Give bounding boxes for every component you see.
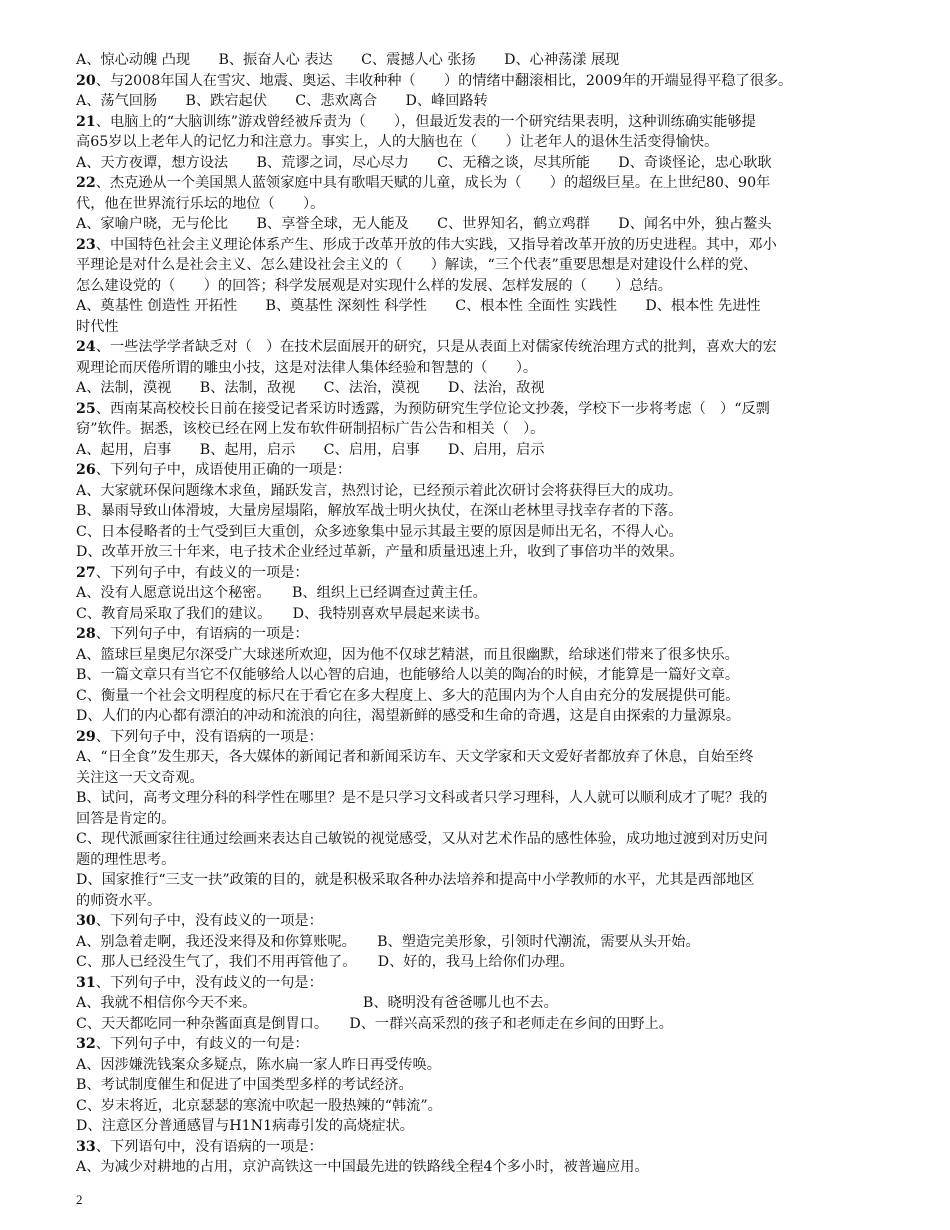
- text-line: [76, 153, 876, 174]
- text-line: [76, 481, 876, 502]
- line-text: 、下列句子中，有歧义的一项是：: [95, 564, 309, 581]
- line-text: 代，他在世界流行乐坛的地位（ ）。: [76, 195, 325, 212]
- question-number: 22: [76, 175, 96, 191]
- line-text: A、法制，漠视 B、法制，敌视 C、法治，漠视 D、法治，敌视: [76, 380, 545, 396]
- question-line: [76, 71, 876, 92]
- question-line: [76, 911, 876, 932]
- question-number: 27: [76, 564, 96, 581]
- question-line: [76, 112, 876, 133]
- page-number: 2: [76, 1192, 83, 1207]
- question-number: 29: [76, 728, 96, 745]
- question-number: 30: [76, 913, 96, 929]
- text-line: [76, 91, 876, 112]
- text-line: [76, 1157, 876, 1178]
- question-number: 33: [76, 1138, 96, 1155]
- line-text: D、改革开放三十年来，电子技术企业经过革新，产量和质量迅速上升，收到了事倍功半的效果。: [76, 544, 684, 560]
- line-text: 关注这一天文奇观。: [76, 769, 204, 786]
- text-line: [76, 829, 876, 850]
- line-text: A、荡气回肠 B、跌宕起伏 C、悲欢离合 D、峰回路转: [76, 93, 488, 109]
- text-line: [76, 1075, 876, 1096]
- line-text: A、“日全食”发生那天，各大媒体的新闻记者和新闻采访车、天文学家和天文爱好者都放弃了休息，自始至终: [76, 749, 754, 765]
- line-text: 怎么建设党的（ ）的回答；科学发展观是对实现什么样的发展、怎样发展的（ ）总结。: [76, 277, 672, 294]
- text-line: [76, 542, 876, 563]
- text-line: [76, 788, 876, 809]
- text-line: [76, 440, 876, 461]
- line-text: 的师资水平。: [76, 892, 162, 909]
- line-text: 、一些法学学者缺乏对（ ）在技术层面展开的研究，只是从表面上对儒家传统治理方式的批判，喜欢大的宏: [95, 339, 777, 355]
- text-line: [76, 1014, 876, 1035]
- question-number: 24: [76, 339, 96, 355]
- line-text: 平理论是对什么是社会主义、怎么建设社会主义的（ ）解读，“三个代表”重要思想是对建设什么样的党、: [76, 257, 758, 273]
- line-text: 高65岁以上老年人的记忆力和注意力。事实上，人的大脑也在（ ）让老年人的退休生活变得愉快。: [76, 134, 719, 150]
- line-text: 、下列句子中，成语使用正确的一项是：: [95, 462, 352, 478]
- text-line: [76, 255, 876, 276]
- line-text: 回答是肯定的。: [76, 810, 176, 827]
- text-line: [76, 645, 876, 666]
- text-line: [76, 419, 876, 440]
- line-text: A、因涉嫌洗钱案众多疑点，陈水扁一家人昨日再受传唤。: [76, 1056, 441, 1073]
- line-text: 、中国特色社会主义理论体系产生、形成于改革开放的伟大实践，又指导着改革开放的历史进程。其中，邓小: [95, 236, 777, 253]
- line-text: 、下列句子中，有语病的一项是：: [95, 626, 309, 642]
- text-line: [76, 1055, 876, 1076]
- text-line: [76, 583, 876, 604]
- question-line: [76, 173, 876, 194]
- text-line: [76, 993, 876, 1014]
- text-line: [76, 850, 876, 871]
- line-text: D、注意区分普通感冒与H1N1病毒引发的高烧症状。: [76, 1118, 414, 1134]
- question-number: 25: [76, 400, 96, 417]
- line-text: B、一篇文章只有当它不仅能够给人以心智的启迪，也能够给人以美的陶冶的时候，才能算是一篇好文章。: [76, 667, 740, 683]
- question-line: [76, 563, 876, 584]
- text-line: [76, 50, 876, 71]
- text-line: [76, 747, 876, 768]
- text-line: [76, 891, 876, 912]
- line-text: A、没有人愿意说出这个秘密。 B、组织上已经调查过黄主任。: [76, 585, 487, 601]
- line-text: A、大家就环保问题缘木求鱼，踊跃发言，热烈讨论，已经预示着此次研讨会将获得巨大的成功。: [76, 482, 683, 499]
- line-text: C、现代派画家往往通过绘画来表达自己敏锐的视觉感受，又从对艺术作品的感性体验，成功地过渡到对历史问: [76, 831, 768, 847]
- line-text: 、下列语句中，没有语病的一项是：: [95, 1138, 323, 1155]
- text-line: [76, 952, 876, 973]
- question-line: [76, 1137, 876, 1158]
- line-text: D、国家推行“三支一扶”政策的目的，就是积极采取各种办法培养和提高中小学教师的水平，尤其是西部地区: [76, 872, 755, 888]
- line-text: 、与2008年国人在雪灾、地震、奥运、丰收种种（ ）的情绪中翻滚相比，2009年的开端显得平稳了很多。: [95, 72, 793, 89]
- text-line: [76, 501, 876, 522]
- question-line: [76, 973, 876, 994]
- question-number: 20: [76, 72, 96, 89]
- line-text: B、考试制度催生和促进了中国类型多样的考试经济。: [76, 1077, 413, 1093]
- line-text: C、岁末将近，北京瑟瑟的寒流中吹起一股热辣的“韩流”。: [76, 1097, 442, 1114]
- text-line: [76, 276, 876, 297]
- line-text: A、别急着走啊，我还没来得及和你算账呢。 B、塑造完美形象，引领时代潮流，需要从头开始。: [76, 933, 700, 950]
- line-text: 、下列句子中，没有歧义的一句是：: [95, 974, 323, 991]
- line-text: 观理论而厌倦所谓的雕虫小技，这是对法律人集体经验和智慧的（ ）。: [76, 359, 538, 376]
- text-line: [76, 194, 876, 215]
- text-line: [76, 1096, 876, 1117]
- text-line: [76, 317, 876, 338]
- text-line: [76, 809, 876, 830]
- line-text: C、衡量一个社会文明程度的标尺在于看它在多大程度上、多大的范围内为个人自由充分的发展提供可能。: [76, 687, 740, 704]
- text-line: [76, 296, 876, 317]
- line-text: 、下列句子中，没有语病的一项是：: [95, 728, 323, 745]
- line-text: 、电脑上的“大脑训练”游戏曾经被斥责为（ ），但最近发表的一个研究结果表明，这种训练确实能够提: [95, 113, 756, 130]
- question-number: 21: [76, 113, 96, 130]
- question-line: [76, 337, 876, 358]
- line-text: B、暴雨导致山体滑坡，大量房屋塌陷，解放军战士明火执仗，在深山老林里寻找幸存者的下落。: [76, 503, 683, 519]
- question-line: [76, 235, 876, 256]
- question-number: 26: [76, 462, 96, 478]
- text-line: [76, 604, 876, 625]
- text-line: [76, 132, 876, 153]
- text-line: [76, 665, 876, 686]
- line-text: C、天天都吃同一种杂酱面真是倒胃口。 D、一群兴高采烈的孩子和老师走在乡间的田野上。: [76, 1015, 673, 1032]
- question-line: [76, 624, 876, 645]
- line-text: 时代性: [76, 318, 119, 335]
- line-text: 、杰克逊从一个美国黑人蓝领家庭中具有歌唱天赋的儿童，成长为（ ）的超级巨星。在上世纪80、90年: [95, 175, 771, 191]
- question-line: [76, 399, 876, 420]
- line-text: A、惊心动魄 凸现 B、振奋人心 表达 C、震撼人心 张扬 D、心神荡漾 展现: [76, 52, 620, 68]
- line-text: C、教育局采取了我们的建议。 D、我特别喜欢早晨起来读书。: [76, 605, 489, 622]
- line-text: C、那人已经没生气了，我们不用再管他了。 D、好的，我马上给你们办理。: [76, 954, 574, 970]
- document-body: [76, 50, 876, 1178]
- text-line: [76, 686, 876, 707]
- line-text: B、试问，高考文理分科的科学性在哪里？是不是只学习文科或者只学习理科，人人就可以顺利成才了呢？我的: [76, 790, 768, 806]
- text-line: [76, 932, 876, 953]
- question-line: [76, 460, 876, 481]
- line-text: 、西南某高校校长日前在接受记者采访时透露，为预防研究生学位论文抄袭，学校下一步将考虑（ ）“反剽: [95, 400, 770, 417]
- line-text: A、奠基性 创造性 开拓性 B、奠基性 深刻性 科学性 C、根本性 全面性 实践性 D、根本性 先进性: [76, 298, 761, 314]
- text-line: [76, 1116, 876, 1137]
- text-line: [76, 522, 876, 543]
- text-line: [76, 706, 876, 727]
- line-text: A、为减少对耕地的占用，京沪高铁这一中国最先进的铁路线全程4个多小时，被普遍应用。: [76, 1159, 649, 1175]
- line-text: A、起用，启事 B、起用，启示 C、启用，启事 D、启用，启示: [76, 441, 545, 458]
- line-text: A、我就不相信你今天不来。 B、晓明没有爸爸哪儿也不去。: [76, 995, 558, 1011]
- line-text: 题的理性思考。: [76, 851, 176, 868]
- line-text: D、人们的内心都有漂泊的冲动和流浪的向往，渴望新鲜的感受和生命的奇遇，这是自由探索的力量源泉。: [76, 708, 741, 724]
- line-text: 、下列句子中，有歧义的一句是：: [95, 1036, 309, 1052]
- question-line: [76, 1034, 876, 1055]
- line-text: C、日本侵略者的士气受到巨大重创，众多迹象集中显示其最主要的原因是师出无名，不得人心。: [76, 523, 683, 540]
- question-number: 23: [76, 236, 96, 253]
- line-text: 、下列句子中，没有歧义的一项是：: [95, 913, 323, 929]
- question-line: [76, 727, 876, 748]
- text-line: [76, 378, 876, 399]
- question-number: 28: [76, 626, 96, 642]
- line-text: A、家喻户晓，无与伦比 B、享誉全球，无人能及 C、世界知名，鹤立鸡群 D、闻名中外，独占鳌头: [76, 216, 772, 232]
- text-line: [76, 768, 876, 789]
- question-number: 31: [76, 974, 96, 991]
- line-text: A、天方夜谭，想方设法 B、荒谬之词，尽心尽力 C、无稽之谈，尽其所能 D、奇谈怪论，忠心耿耿: [76, 154, 772, 171]
- text-line: [76, 870, 876, 891]
- text-line: [76, 214, 876, 235]
- line-text: 窃”软件。据悉，该校已经在网上发布软件研制招标广告公告和相关（ ）。: [76, 421, 545, 437]
- line-text: A、篮球巨星奥尼尔深受广大球迷所欢迎，因为他不仅球艺精湛，而且很幽默，给球迷们带来了很多快乐。: [76, 646, 739, 663]
- text-line: [76, 358, 876, 379]
- question-number: 32: [76, 1036, 96, 1052]
